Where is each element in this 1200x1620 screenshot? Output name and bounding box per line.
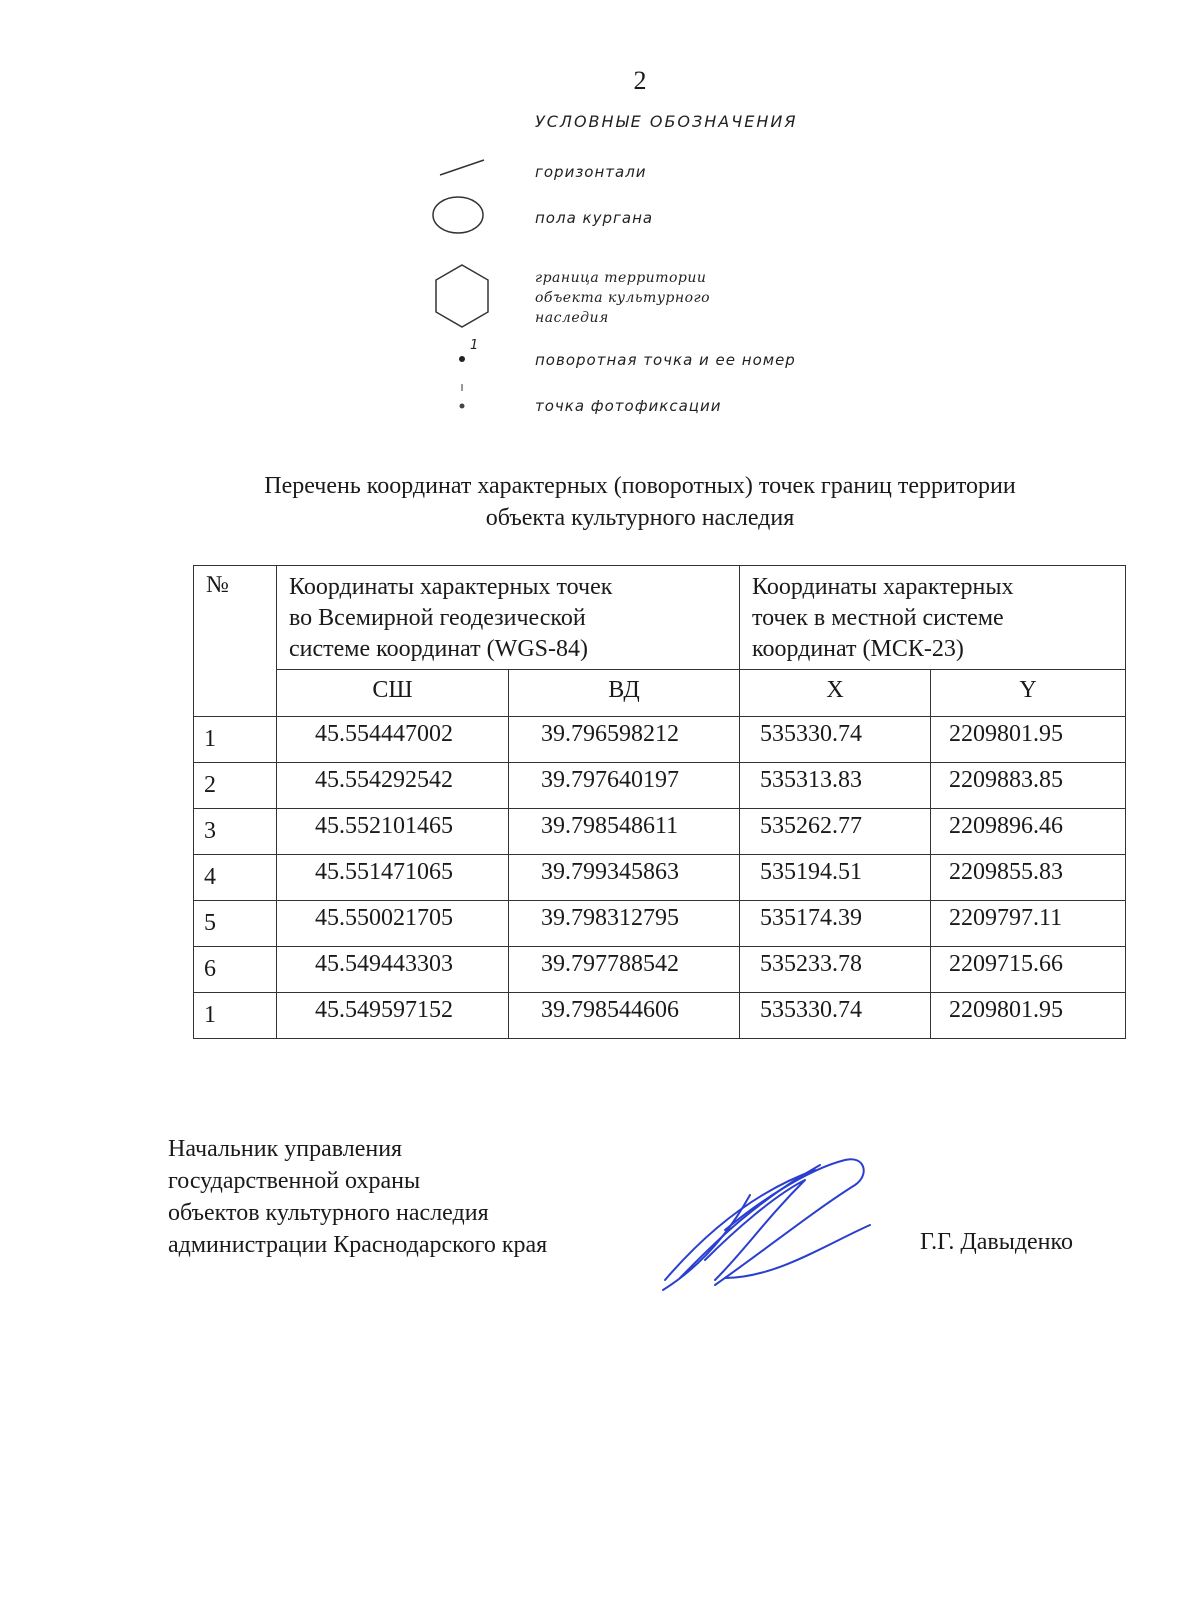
x-header: X — [740, 670, 931, 717]
longitude-cell: 39.798548611 — [509, 809, 740, 855]
legend-label-contours: горизонтали — [535, 163, 647, 181]
latitude-header: СШ — [277, 670, 509, 717]
legend — [430, 112, 910, 432]
header-line: во Всемирной геодезической — [289, 605, 586, 631]
position-line: государственной охраны — [168, 1168, 421, 1194]
table-row — [194, 901, 1126, 947]
page-number: 2 — [633, 66, 647, 95]
row-number: 4 — [194, 855, 277, 901]
x-cell: 535262.77 — [740, 809, 931, 855]
position-line: Начальник управления — [168, 1136, 403, 1162]
row-number: 6 — [194, 947, 277, 993]
legend-label-boundary — [535, 268, 710, 328]
header-line: Координаты характерных — [752, 574, 1014, 600]
boundary-label-line: граница территории — [535, 270, 707, 286]
position-line: объектов культурного наследия — [168, 1200, 489, 1226]
latitude-cell: 45.549597152 — [277, 993, 509, 1039]
x-cell: 535233.78 — [740, 947, 931, 993]
position-line: администрации Краснодарского края — [168, 1232, 548, 1258]
row-number: 1 — [194, 717, 277, 763]
longitude-cell: 39.796598212 — [509, 717, 740, 763]
y-header: Y — [931, 670, 1126, 717]
table-row — [194, 763, 1126, 809]
latitude-cell: 45.551471065 — [277, 855, 509, 901]
table-row — [194, 947, 1126, 993]
msk-column-header — [740, 566, 1126, 670]
longitude-cell: 39.797788542 — [509, 947, 740, 993]
signatory-position — [168, 1133, 547, 1261]
y-cell: 2209855.83 — [931, 855, 1126, 901]
x-cell: 535194.51 — [740, 855, 931, 901]
list-title-line: объекта культурного наследия — [485, 505, 795, 531]
table-row — [194, 855, 1126, 901]
row-number: 1 — [194, 993, 277, 1039]
table-row — [194, 993, 1126, 1039]
latitude-cell: 45.549443303 — [277, 947, 509, 993]
list-title — [160, 470, 1120, 534]
latitude-cell: 45.552101465 — [277, 809, 509, 855]
y-cell: 2209801.95 — [931, 993, 1126, 1039]
longitude-cell: 39.799345863 — [509, 855, 740, 901]
turning-point-icon — [430, 352, 490, 366]
photo-point-icon — [430, 382, 490, 412]
legend-label-mound: пола кургана — [535, 209, 654, 227]
wgs-column-header — [277, 566, 740, 670]
turning-point-number: 1 — [470, 338, 479, 353]
table-subheader-row — [194, 670, 1126, 717]
table-row — [194, 809, 1126, 855]
longitude-cell: 39.798312795 — [509, 901, 740, 947]
row-number: 2 — [194, 763, 277, 809]
number-column-header: № — [194, 566, 277, 717]
longitude-cell: 39.798544606 — [509, 993, 740, 1039]
legend-label-turning-point: поворотная точка и ее номер — [535, 351, 796, 369]
y-cell: 2209883.85 — [931, 763, 1126, 809]
coordinates-table — [193, 565, 1126, 1039]
latitude-cell: 45.554292542 — [277, 763, 509, 809]
row-number: 3 — [194, 809, 277, 855]
contour-line-icon — [430, 158, 490, 178]
latitude-cell: 45.550021705 — [277, 901, 509, 947]
list-title-line: Перечень координат характерных (поворотных) точек границ территории — [264, 473, 1016, 499]
y-cell: 2209715.66 — [931, 947, 1126, 993]
table-header-row — [194, 566, 1126, 670]
handwritten-signature — [655, 1150, 895, 1300]
header-line: точек в местной системе — [752, 605, 1004, 631]
header-line: системе координат (WGS-84) — [289, 636, 588, 662]
legend-label-photo-point: точка фотофиксации — [535, 397, 722, 415]
y-cell: 2209896.46 — [931, 809, 1126, 855]
ellipse-icon — [430, 192, 490, 238]
legend-title: УСЛОВНЫЕ ОБОЗНАЧЕНИЯ — [535, 112, 798, 131]
hexagon-icon — [430, 262, 494, 332]
header-line: координат (МСК-23) — [752, 636, 964, 662]
longitude-header: ВД — [509, 670, 740, 717]
x-cell: 535313.83 — [740, 763, 931, 809]
longitude-cell: 39.797640197 — [509, 763, 740, 809]
x-cell: 535174.39 — [740, 901, 931, 947]
boundary-label-line: объекта культурного — [535, 290, 711, 306]
header-line: Координаты характерных точек — [289, 574, 613, 600]
signatory-name: Г.Г. Давыденко — [920, 1229, 1073, 1255]
x-cell: 535330.74 — [740, 717, 931, 763]
y-cell: 2209801.95 — [931, 717, 1126, 763]
x-cell: 535330.74 — [740, 993, 931, 1039]
boundary-label-line: наследия — [535, 310, 609, 326]
y-cell: 2209797.11 — [931, 901, 1126, 947]
latitude-cell: 45.554447002 — [277, 717, 509, 763]
row-number: 5 — [194, 901, 277, 947]
table-row — [194, 717, 1126, 763]
